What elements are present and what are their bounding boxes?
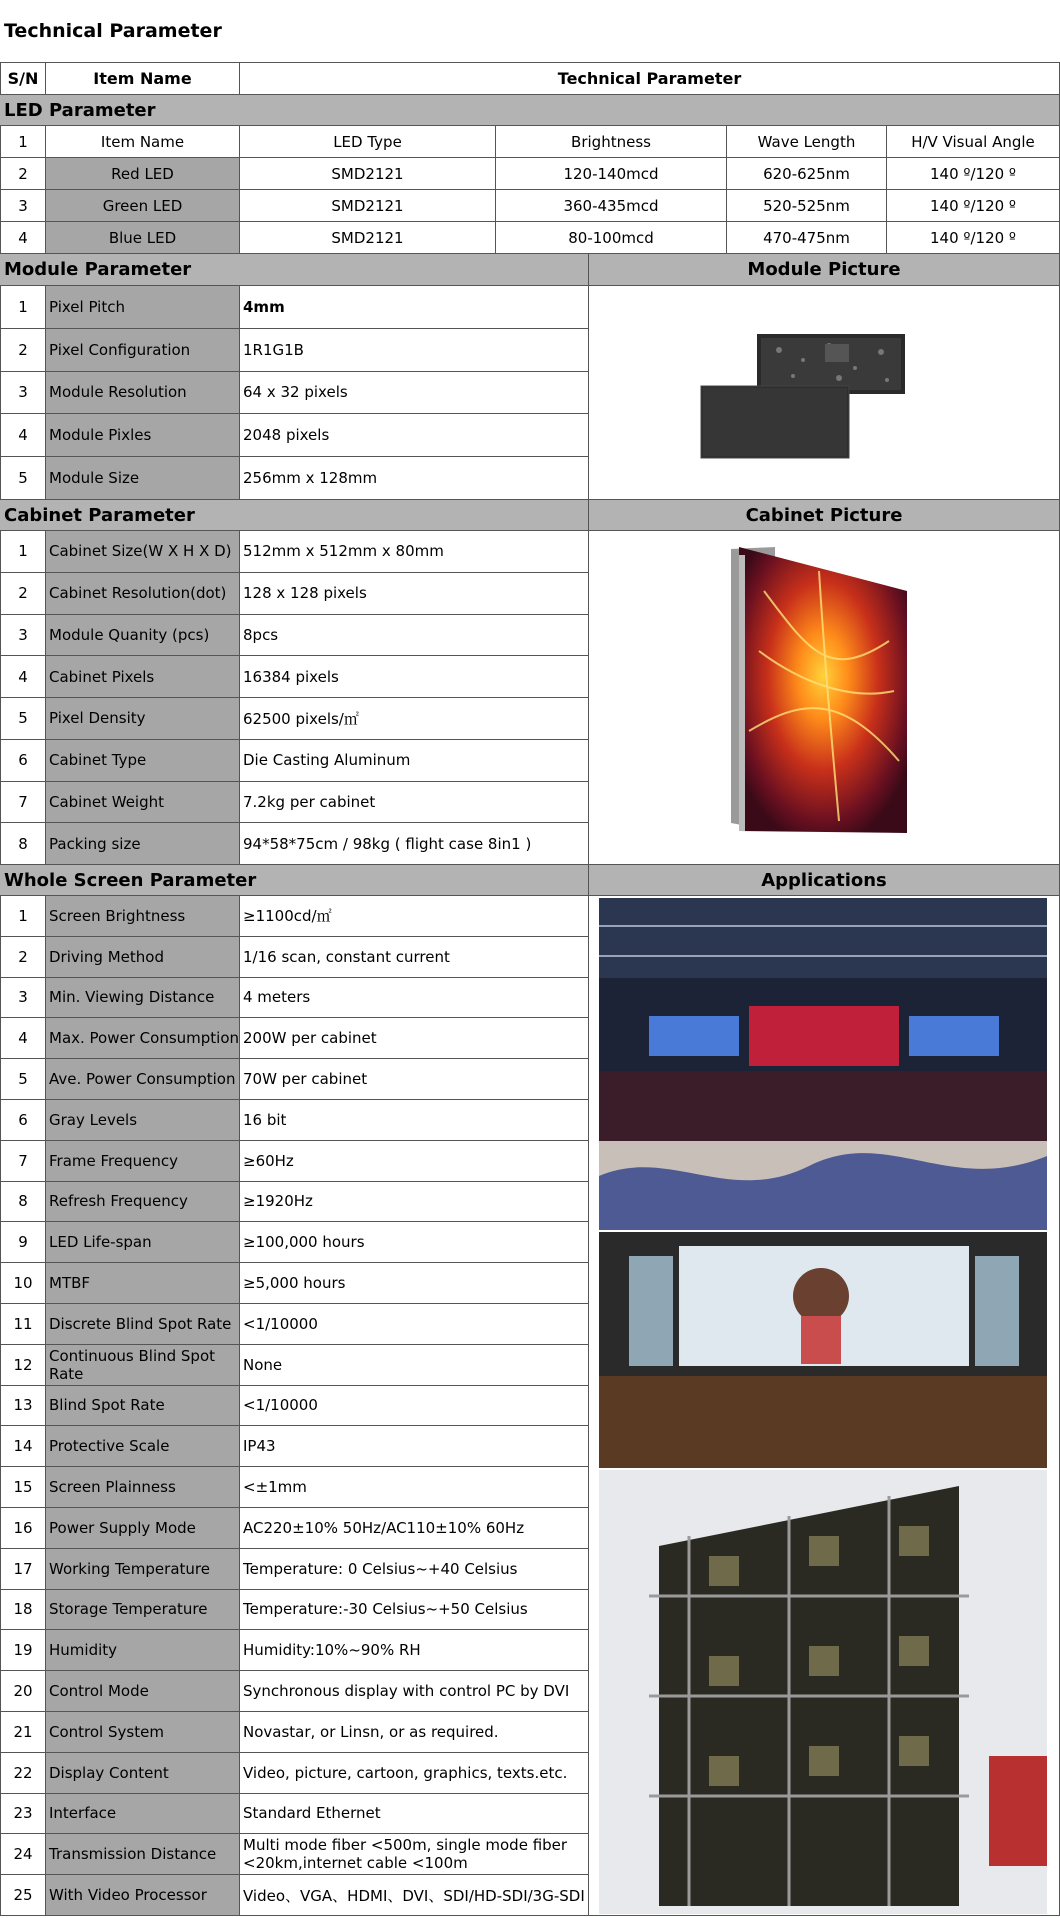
cabinet-sn: 5 (0, 698, 46, 740)
whole-param-name: Screen Brightness (46, 896, 240, 937)
cabinet-param-value: Die Casting Aluminum (240, 740, 589, 782)
whole-param-value: 16 bit (240, 1100, 589, 1141)
cabinet-image (589, 531, 1058, 863)
whole-sn: 19 (0, 1630, 46, 1671)
whole-sn: 7 (0, 1141, 46, 1182)
led-sn: 2 (0, 158, 46, 190)
led-item-name: Blue LED (46, 222, 240, 254)
whole-param-name: Protective Scale (46, 1426, 240, 1467)
led-row (0, 190, 1060, 222)
whole-param-value: Synchronous display with control PC by DVI (240, 1671, 589, 1712)
whole-param-name: LED Life-span (46, 1222, 240, 1263)
whole-param-value: None (240, 1345, 589, 1386)
led-wave-length: 520-525nm (727, 190, 887, 222)
led-visual-angle: 140 º/120 º (887, 190, 1060, 222)
module-sn: 3 (0, 372, 46, 415)
cabinet-sn: 4 (0, 656, 46, 698)
whole-sn: 23 (0, 1794, 46, 1835)
led-col-brightness: Brightness (496, 126, 727, 158)
whole-sn: 21 (0, 1712, 46, 1753)
applications-image (589, 896, 1058, 1914)
cabinet-param-name: Pixel Density (46, 698, 240, 740)
whole-param-name: Transmission Distance (46, 1834, 240, 1875)
module-param-name: Pixel Configuration (46, 329, 240, 372)
whole-sn: 22 (0, 1753, 46, 1794)
whole-param-value: <1/10000 (240, 1386, 589, 1427)
module-param-value: 1R1G1B (240, 329, 589, 372)
cabinet-picture (589, 531, 1060, 865)
whole-sn: 6 (0, 1100, 46, 1141)
whole-param-name: Refresh Frequency (46, 1182, 240, 1223)
whole-param-value: ≥60Hz (240, 1141, 589, 1182)
whole-param-value: 4 meters (240, 978, 589, 1019)
module-param-value: 256mm x 128mm (240, 457, 589, 500)
led-col-type: LED Type (240, 126, 496, 158)
whole-param-value: ≥1100cd/㎡ (240, 896, 589, 937)
whole-param-name: Max. Power Consumption (46, 1018, 240, 1059)
whole-param-name: Ave. Power Consumption (46, 1059, 240, 1100)
led-item-name: Green LED (46, 190, 240, 222)
whole-sn: 18 (0, 1590, 46, 1631)
cabinet-param-value: 94*58*75cm / 98kg ( flight case 8in1 ) (240, 823, 589, 865)
whole-sn: 16 (0, 1508, 46, 1549)
whole-sn: 11 (0, 1304, 46, 1345)
module-param-name: Pixel Pitch (46, 286, 240, 329)
applications-pictures (589, 896, 1060, 1916)
whole-sn: 12 (0, 1345, 46, 1386)
cabinet-param-value: 128 x 128 pixels (240, 573, 589, 615)
cabinet-sn: 2 (0, 573, 46, 615)
led-item-name: Red LED (46, 158, 240, 190)
whole-param-name: Control Mode (46, 1671, 240, 1712)
applications-header: Applications (589, 865, 1060, 896)
whole-param-name: Working Temperature (46, 1549, 240, 1590)
whole-sn: 4 (0, 1018, 46, 1059)
whole-param-name: Screen Plainness (46, 1467, 240, 1508)
whole-sn: 14 (0, 1426, 46, 1467)
header-technical-parameter: Technical Parameter (240, 63, 1060, 95)
whole-param-name: Control System (46, 1712, 240, 1753)
led-col-sn: 1 (0, 126, 46, 158)
whole-sn: 10 (0, 1263, 46, 1304)
cabinet-picture-header: Cabinet Picture (589, 500, 1060, 531)
whole-param-value: Temperature:-30 Celsius~+50 Celsius (240, 1590, 589, 1631)
module-param-name: Module Resolution (46, 372, 240, 415)
whole-param-value: 70W per cabinet (240, 1059, 589, 1100)
module-picture-header: Module Picture (589, 254, 1060, 286)
led-columns-row (0, 126, 1060, 158)
whole-param-name: Display Content (46, 1753, 240, 1794)
whole-param-value: AC220±10% 50Hz/AC110±10% 60Hz (240, 1508, 589, 1549)
cabinet-param-name: Cabinet Resolution(dot) (46, 573, 240, 615)
whole-sn: 3 (0, 978, 46, 1019)
cabinet-param-value: 62500 pixels/㎡ (240, 698, 589, 740)
led-sn: 3 (0, 190, 46, 222)
page-title: Technical Parameter (4, 20, 222, 42)
led-col-angle: H/V Visual Angle (887, 126, 1060, 158)
whole-sn: 5 (0, 1059, 46, 1100)
module-sn: 5 (0, 457, 46, 500)
whole-param-value: <±1mm (240, 1467, 589, 1508)
whole-param-name: Humidity (46, 1630, 240, 1671)
whole-sn: 2 (0, 937, 46, 978)
led-wave-length: 620-625nm (727, 158, 887, 190)
module-sn: 1 (0, 286, 46, 329)
whole-param-value: <1/10000 (240, 1304, 589, 1345)
whole-param-name: Discrete Blind Spot Rate (46, 1304, 240, 1345)
led-type: SMD2121 (240, 190, 496, 222)
whole-param-value: IP43 (240, 1426, 589, 1467)
cabinet-section-header: Cabinet Parameter (0, 500, 589, 531)
cabinet-param-name: Cabinet Size(W X H X D) (46, 531, 240, 573)
cabinet-param-name: Cabinet Weight (46, 782, 240, 824)
led-row (0, 222, 1060, 254)
cabinet-sn: 7 (0, 782, 46, 824)
cabinet-sn: 3 (0, 615, 46, 657)
whole-param-name: Blind Spot Rate (46, 1386, 240, 1427)
header-item-name: Item Name (46, 63, 240, 95)
led-type: SMD2121 (240, 158, 496, 190)
led-col-wave: Wave Length (727, 126, 887, 158)
whole-param-value: ≥5,000 hours (240, 1263, 589, 1304)
whole-param-value: Standard Ethernet (240, 1794, 589, 1835)
whole-param-value: Multi mode fiber <500m, single mode fiber <20km,internet cable <100m (240, 1834, 589, 1875)
led-row (0, 158, 1060, 190)
whole-sn: 13 (0, 1386, 46, 1427)
module-image (589, 286, 1058, 498)
cabinet-param-value: 7.2kg per cabinet (240, 782, 589, 824)
led-type: SMD2121 (240, 222, 496, 254)
parameter-sheet (0, 62, 1060, 1916)
whole-param-name: Power Supply Mode (46, 1508, 240, 1549)
whole-param-value: Novastar, or Linsn, or as required. (240, 1712, 589, 1753)
module-param-value: 4mm (240, 286, 589, 329)
led-brightness: 360-435mcd (496, 190, 727, 222)
whole-param-name: Storage Temperature (46, 1590, 240, 1631)
whole-param-name: Min. Viewing Distance (46, 978, 240, 1019)
whole-sn: 15 (0, 1467, 46, 1508)
whole-param-value: Temperature: 0 Celsius~+40 Celsius (240, 1549, 589, 1590)
whole-param-value: ≥1920Hz (240, 1182, 589, 1223)
whole-param-name: Gray Levels (46, 1100, 240, 1141)
whole-param-value: 1/16 scan, constant current (240, 937, 589, 978)
cabinet-param-value: 8pcs (240, 615, 589, 657)
whole-param-value: Video、VGA、HDMI、DVI、SDI/HD-SDI/3G-SDI (240, 1875, 589, 1916)
whole-param-value: ≥100,000 hours (240, 1222, 589, 1263)
led-visual-angle: 140 º/120 º (887, 158, 1060, 190)
cabinet-param-name: Cabinet Type (46, 740, 240, 782)
module-param-value: 2048 pixels (240, 414, 589, 457)
led-brightness: 120-140mcd (496, 158, 727, 190)
whole-param-name: Continuous Blind Spot Rate (46, 1345, 240, 1386)
module-param-name: Module Pixles (46, 414, 240, 457)
module-sn: 2 (0, 329, 46, 372)
cabinet-sn: 8 (0, 823, 46, 865)
led-wave-length: 470-475nm (727, 222, 887, 254)
whole-sn: 17 (0, 1549, 46, 1590)
whole-sn: 24 (0, 1834, 46, 1875)
led-sn: 4 (0, 222, 46, 254)
whole-param-name: Interface (46, 1794, 240, 1835)
whole-sn: 8 (0, 1182, 46, 1223)
whole-param-value: Humidity:10%~90% RH (240, 1630, 589, 1671)
whole-sn: 20 (0, 1671, 46, 1712)
header-sn: S/N (0, 63, 46, 95)
whole-section-header: Whole Screen Parameter (0, 865, 589, 896)
cabinet-param-name: Packing size (46, 823, 240, 865)
led-col-item: Item Name (46, 126, 240, 158)
whole-param-value: 200W per cabinet (240, 1018, 589, 1059)
whole-sn: 9 (0, 1222, 46, 1263)
whole-param-name: MTBF (46, 1263, 240, 1304)
led-visual-angle: 140 º/120 º (887, 222, 1060, 254)
whole-sn: 1 (0, 896, 46, 937)
whole-param-name: Driving Method (46, 937, 240, 978)
cabinet-param-name: Module Quanity (pcs) (46, 615, 240, 657)
whole-param-value: Video, picture, cartoon, graphics, texts.etc. (240, 1753, 589, 1794)
cabinet-param-value: 16384 pixels (240, 656, 589, 698)
module-sn: 4 (0, 414, 46, 457)
cabinet-sn: 1 (0, 531, 46, 573)
cabinet-param-name: Cabinet Pixels (46, 656, 240, 698)
cabinet-param-value: 512mm x 512mm x 80mm (240, 531, 589, 573)
module-param-name: Module Size (46, 457, 240, 500)
whole-param-name: Frame Frequency (46, 1141, 240, 1182)
module-section-header: Module Parameter (0, 254, 589, 286)
module-param-value: 64 x 32 pixels (240, 372, 589, 415)
led-brightness: 80-100mcd (496, 222, 727, 254)
whole-sn: 25 (0, 1875, 46, 1916)
module-picture (589, 286, 1060, 500)
led-section-header: LED Parameter (0, 95, 1060, 126)
whole-param-name: With Video Processor (46, 1875, 240, 1916)
cabinet-sn: 6 (0, 740, 46, 782)
header-row (0, 63, 1060, 95)
